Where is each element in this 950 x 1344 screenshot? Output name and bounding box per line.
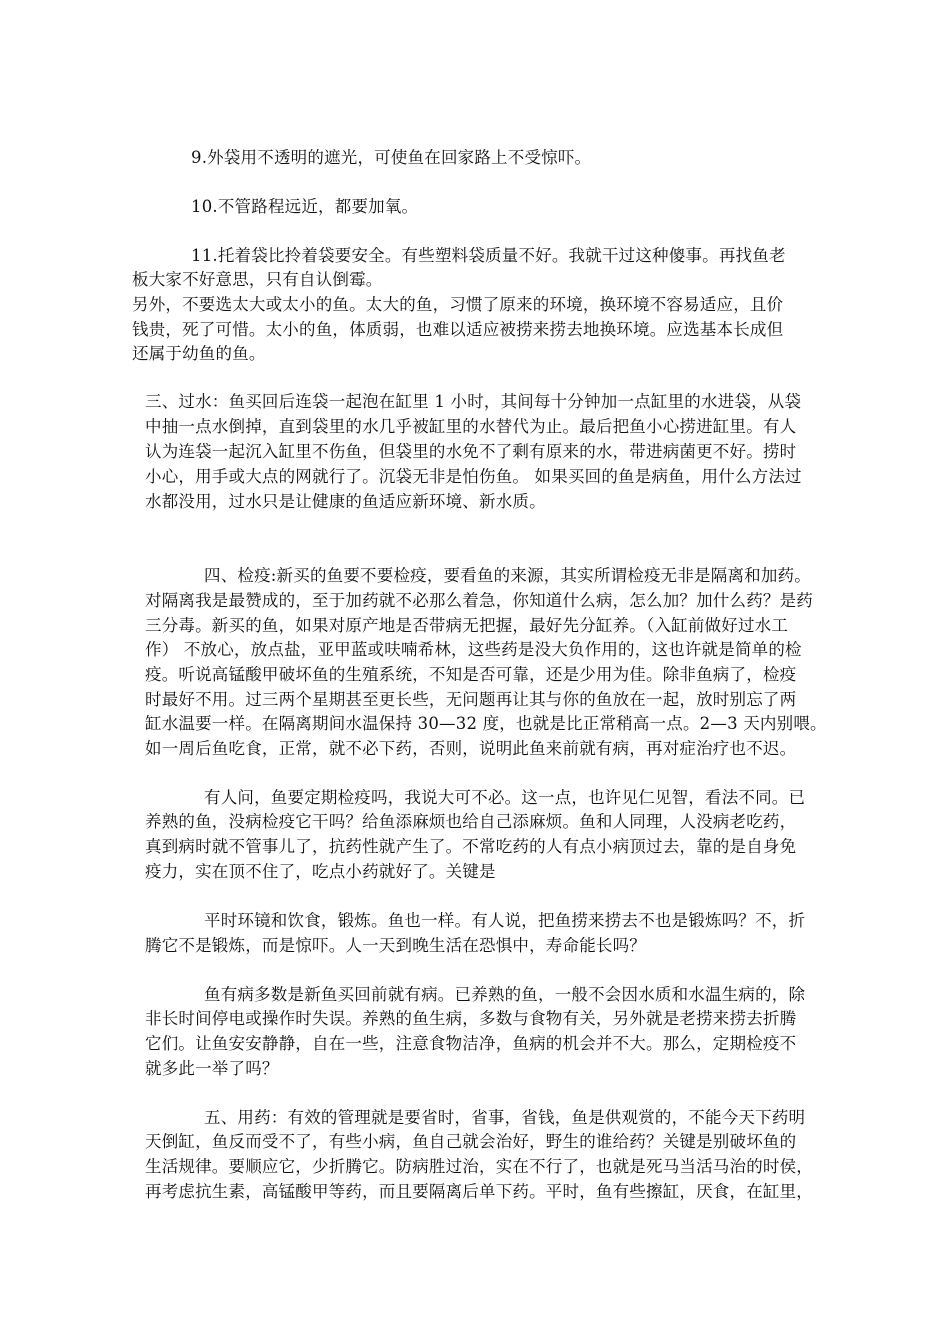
text-line: 真到病时就不管事儿了，抗药性就产生了。不常吃药的人有点小病顶过去，靠的是自身免 xyxy=(145,837,797,856)
text-line: 对隔离我是最赞成的，至于加药就不必那么着急，你知道什么病，怎么加？加什么药？是药 xyxy=(145,591,813,610)
text-line: 时最好不用。过三两个星期甚至更长些，无问题再让其与你的鱼放在一起，放时别忘了两 xyxy=(145,690,797,709)
text-line: 钱贵，死了可惜。太小的鱼，体质弱，也难以适应被捞来捞去地换环境。应选基本长成但 xyxy=(132,320,784,339)
text-line: 板大家不好意思，只有自认倒霉。 xyxy=(132,270,383,289)
text-line: 腾它不是锻炼，而是惊吓。人一天到晚生活在恐惧中，寿命能长吗？ xyxy=(145,936,646,955)
text-line: 作） 不放心，放点盐，亚甲蓝或呋喃希林，这些药是没大负作用的，这也许就是简单的检 xyxy=(145,640,802,659)
text-line: 10.不管路程远近，都要加氧。 xyxy=(191,197,419,216)
text-line: 疫力，实在顶不住了，吃点小药就好了。关键是 xyxy=(145,862,496,881)
text-line: 鱼有病多数是新鱼买回前就有病。已养熟的鱼，一般不会因水质和水温生病的，除 xyxy=(204,985,806,1004)
text-line: 平时环镜和饮食，锻炼。鱼也一样。有人说，把鱼捞来捞去不也是锻炼吗？不，折 xyxy=(204,911,806,930)
text-line: 另外，不要选太大或太小的鱼。太大的鱼，习惯了原来的环境，换环境不容易适应，且价 xyxy=(132,295,784,314)
text-line: 生活规律。要顺应它，少折腾它。防病胜过治，实在不行了，也就是死马当活马治的时侯， xyxy=(145,1157,813,1176)
text-line: 五、用药：有效的管理就是要省时，省事，省钱，鱼是供观赏的，不能今天下药明 xyxy=(204,1108,806,1127)
text-line: 非长时间停电或操作时失误。养熟的鱼生病，多数与食物有关，另外就是老捞来捞去折腾 xyxy=(145,1009,797,1028)
text-line: 中抽一点水倒掉，直到袋里的水几乎被缸里的水替代为止。最后把鱼小心捞进缸里。有人 xyxy=(145,417,797,436)
text-line: 小心，用手或大点的网就行了。沉袋无非是怕伤鱼。 如果买回的鱼是病鱼，用什么方法过 xyxy=(145,467,802,486)
text-line: 9.外袋用不透明的遮光，可使鱼在回家路上不受惊吓。 xyxy=(191,148,592,167)
text-line: 再考虑抗生素，高锰酸甲等药，而且要隔离后单下药。平时，鱼有些擦缸，厌食，在缸里， xyxy=(145,1182,813,1201)
text-line: 如一周后鱼吃食，正常，就不必下药，否则，说明此鱼来前就有病，再对症治疗也不迟。 xyxy=(145,739,797,758)
text-line: 缸水温要一样。在隔离期间水温保持 30—32 度，也就是比正常稍高一点。2—3 天内别喂。 xyxy=(145,714,827,733)
text-line: 四、检疫:新买的鱼要不要检疫，要看鱼的来源，其实所谓检疫无非是隔离和加药。 xyxy=(204,566,811,585)
text-line: 三分毒。新买的鱼，如果对原产地是否带病无把握，最好先分缸养。（入缸前做好过水工 xyxy=(145,616,789,635)
text-line: 疫。听说高锰酸甲破坏鱼的生殖系统，不知是否可靠，还是少用为佳。除非鱼病了，检疫 xyxy=(145,665,797,684)
text-line: 它们。让鱼安安静静，自在一些，注意食物洁净，鱼病的机会并不大。那么，定期检疫不 xyxy=(145,1034,797,1053)
text-line: 水都没用，过水只是让健康的鱼适应新环境、新水质。 xyxy=(145,492,546,511)
text-line: 三、过水：鱼买回后连袋一起泡在缸里 1 小时，其间每十分钟加一点缸里的水进袋，从袋 xyxy=(145,392,802,411)
text-line: 还属于幼鱼的鱼。 xyxy=(132,344,266,363)
text-line: 11.托着袋比拎着袋要安全。有些塑料袋质量不好。我就干过这种傻事。再找鱼老 xyxy=(191,246,786,265)
text-line: 认为连袋一起沉入缸里不伤鱼，但袋里的水免不了剩有原来的水，带进病菌更不好。捞时 xyxy=(145,442,797,461)
text-line: 有人问，鱼要定期检疫吗，我说大可不必。这一点，也许见仁见智，看法不同。已 xyxy=(204,788,806,807)
text-line: 就多此一举了吗？ xyxy=(145,1059,279,1078)
text-line: 天倒缸，鱼反而受不了，有些小病，鱼自己就会治好，野生的谁给药？关键是别破坏鱼的 xyxy=(145,1132,797,1151)
text-line: 养熟的鱼，没病检疫它干吗？给鱼添麻烦也给自己添麻烦。鱼和人同理，人没病老吃药， xyxy=(145,812,797,831)
